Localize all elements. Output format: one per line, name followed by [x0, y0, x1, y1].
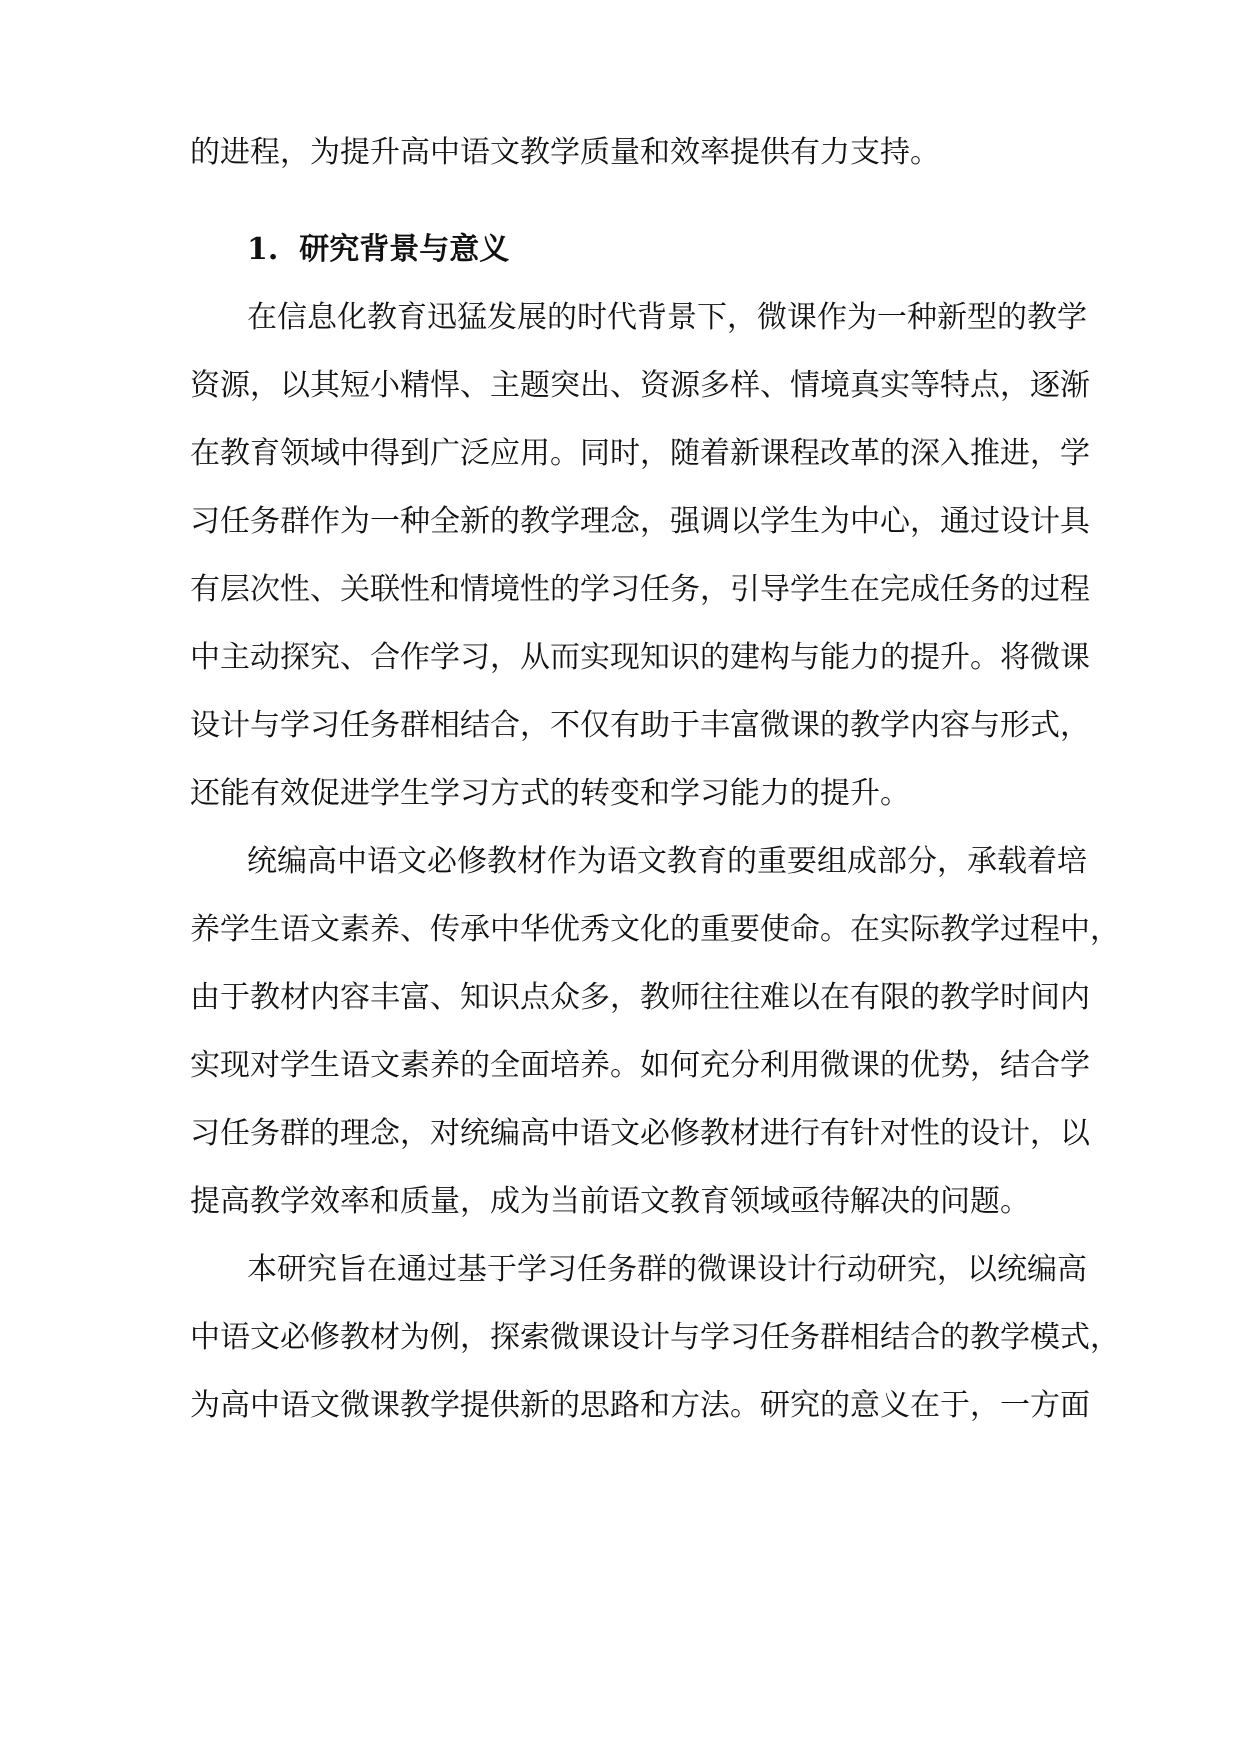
paragraph-line: 本研究旨在通过基于学习任务群的微课设计行动研究，以统编高 [247, 1252, 1087, 1287]
section-heading [247, 230, 509, 270]
paragraph-line: 实现对学生语文素养的全面培养。如何充分利用微课的优势，结合学 [190, 1048, 1090, 1083]
paragraph-line: 设计与学习任务群相结合，不仅有助于丰富微课的教学内容与形式， [190, 708, 1090, 743]
section-title: 研究背景与意义 [299, 232, 510, 267]
section-number: 1. [247, 232, 279, 267]
paragraph-line: 资源，以其短小精悍、主题突出、资源多样、情境真实等特点，逐渐 [190, 368, 1090, 403]
paragraph-line: 提高教学效率和质量，成为当前语文教育领域亟待解决的问题。 [190, 1184, 1030, 1219]
paragraph-line: 习任务群的理念，对统编高中语文必修教材进行有针对性的设计，以 [190, 1116, 1090, 1151]
paragraph-line: 在教育领域中得到广泛应用。同时，随着新课程改革的深入推进，学 [190, 436, 1090, 471]
paragraph-line: 习任务群作为一种全新的教学理念，强调以学生为中心，通过设计具 [190, 504, 1090, 539]
paragraph-line: 中主动探究、合作学习，从而实现知识的建构与能力的提升。将微课 [190, 640, 1090, 675]
paragraph-line: 在信息化教育迅猛发展的时代背景下，微课作为一种新型的教学 [247, 300, 1087, 335]
paragraph-line: 中语文必修教材为例，探索微课设计与学习任务群相结合的教学模式， [190, 1320, 1120, 1355]
paragraph-line: 由于教材内容丰富、知识点众多，教师往往难以在有限的教学时间内 [190, 980, 1090, 1015]
intro-tail-line: 的进程，为提升高中语文教学质量和效率提供有力支持。 [190, 135, 940, 170]
paragraph-line: 养学生语文素养、传承中华优秀文化的重要使命。在实际教学过程中， [190, 912, 1120, 947]
paragraph-line: 统编高中语文必修教材作为语文教育的重要组成部分，承载着培 [247, 844, 1087, 879]
paragraph-line: 还能有效促进学生学习方式的转变和学习能力的提升。 [190, 776, 910, 811]
paragraph-line: 为高中语文微课教学提供新的思路和方法。研究的意义在于，一方面 [190, 1388, 1090, 1423]
paragraph-line: 有层次性、关联性和情境性的学习任务，引导学生在完成任务的过程 [190, 572, 1090, 607]
